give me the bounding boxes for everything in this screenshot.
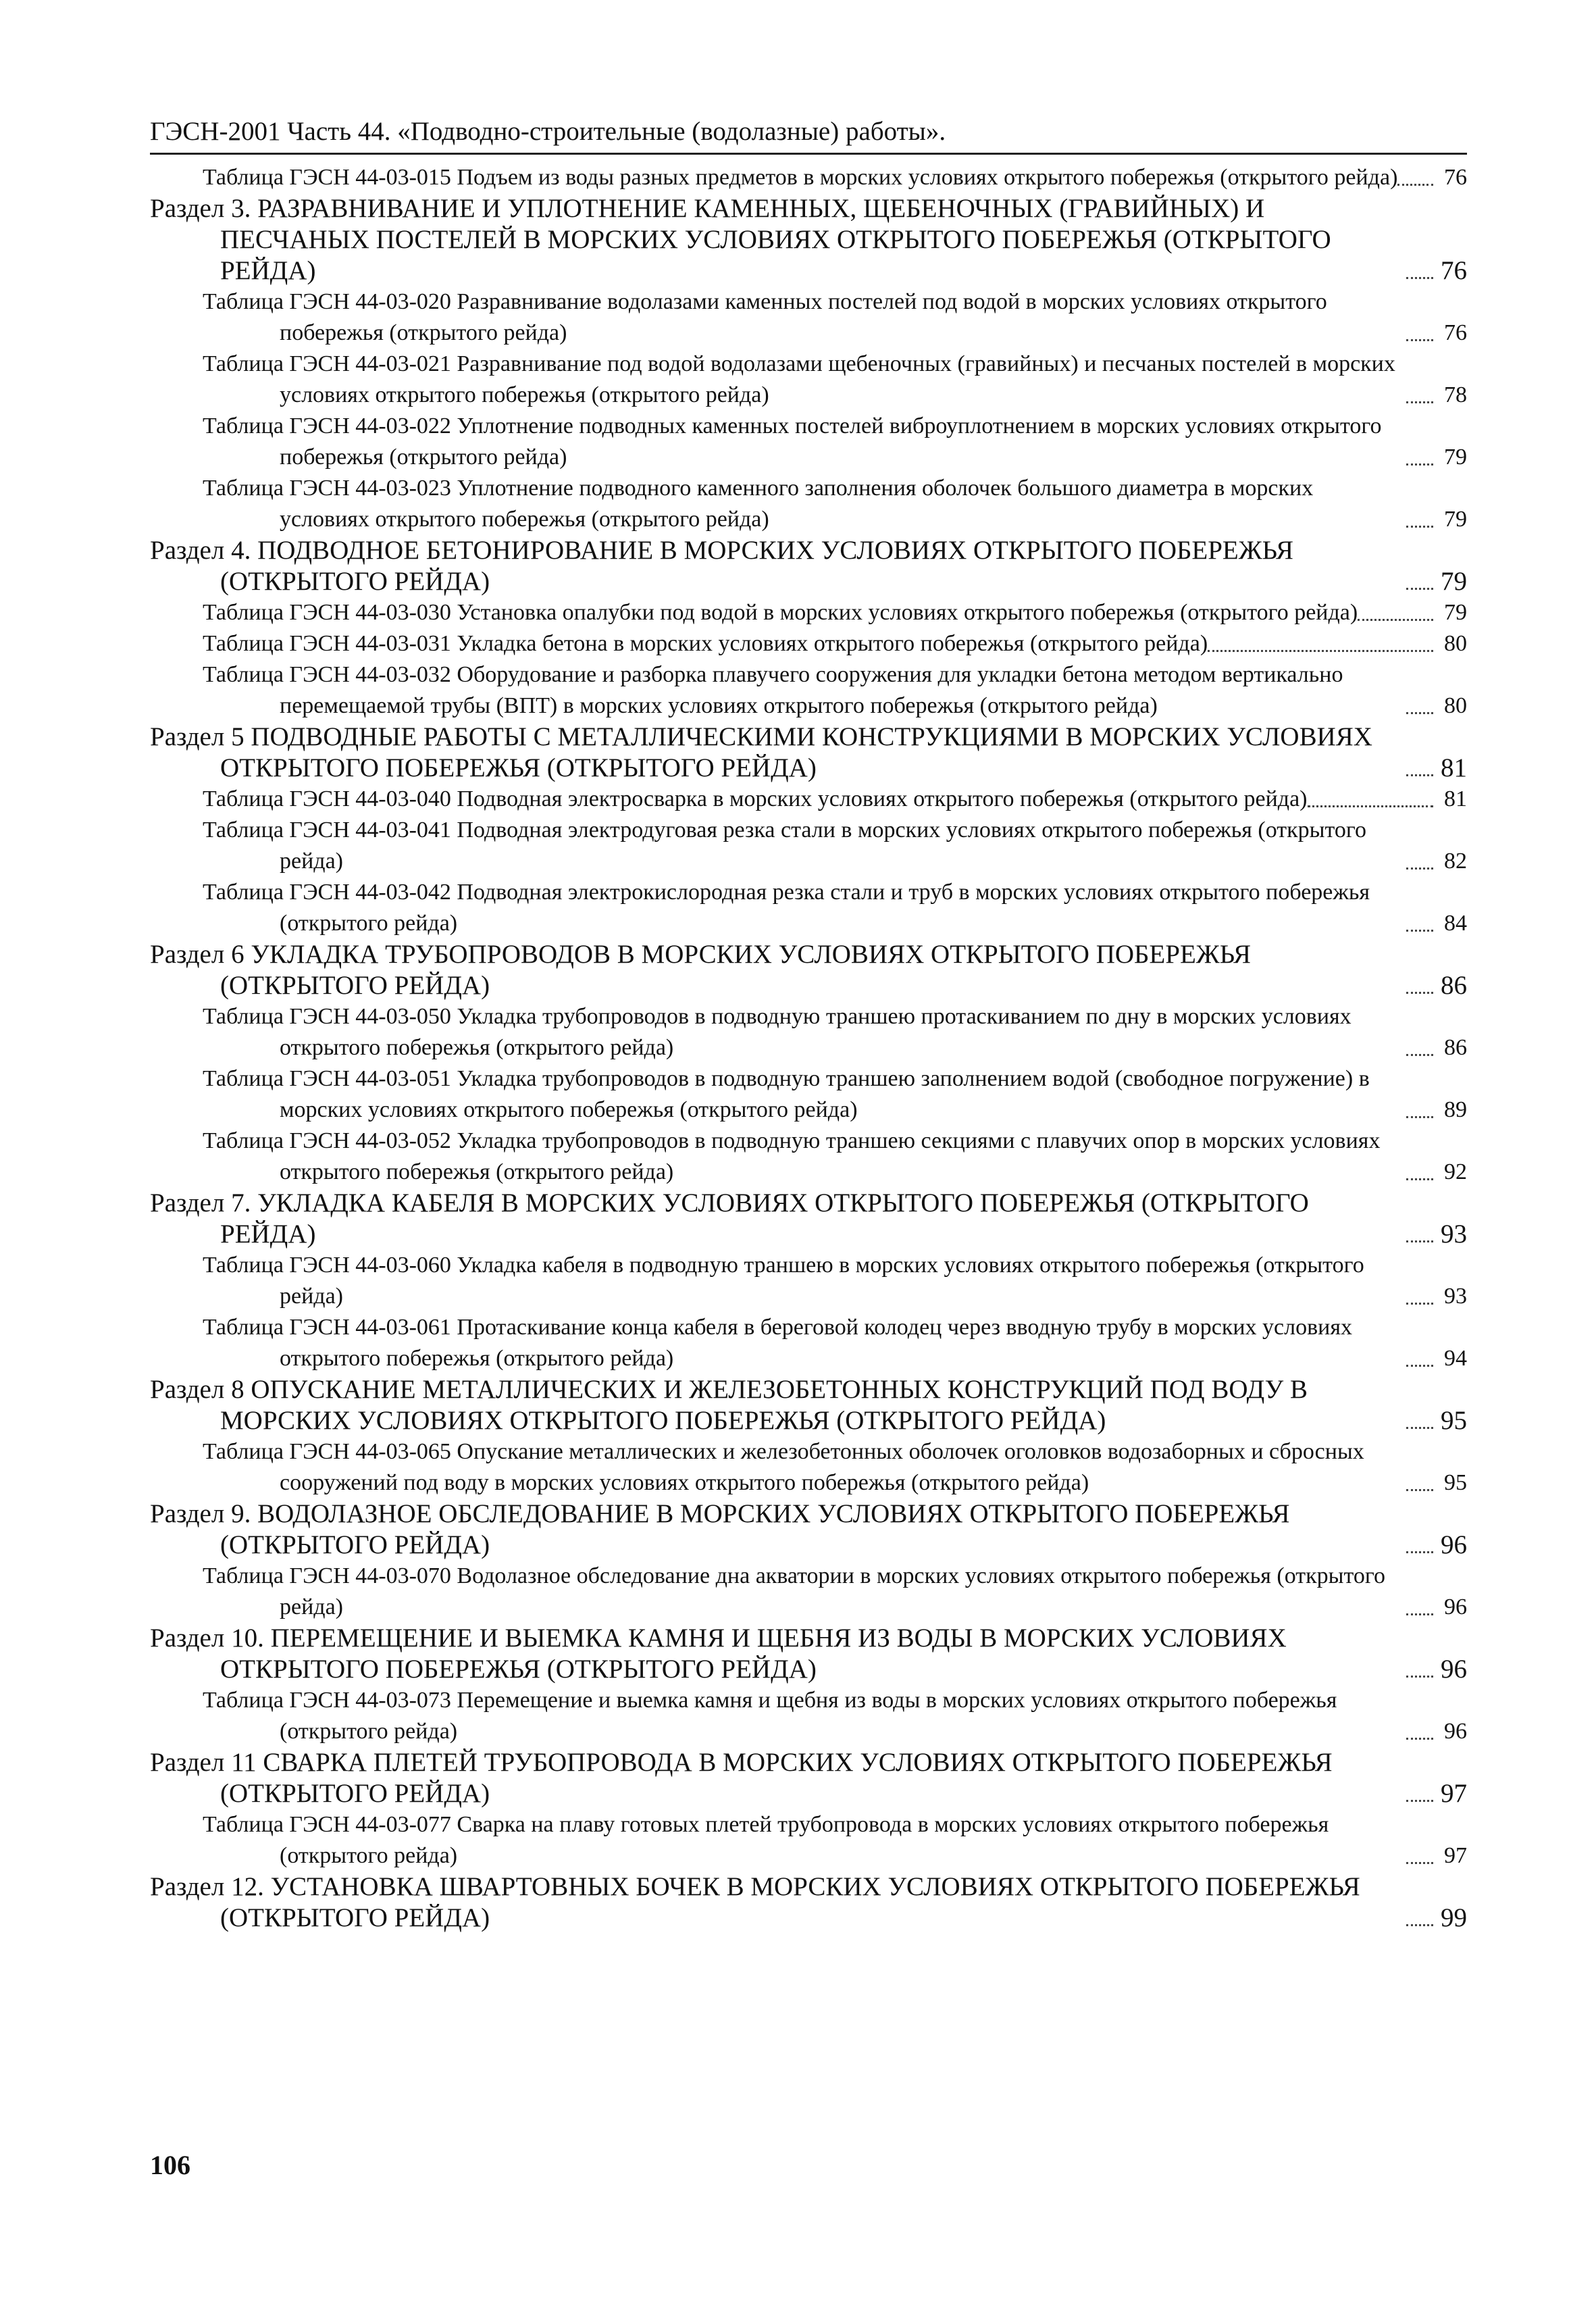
toc-page-number: 94 — [1444, 1346, 1467, 1371]
toc-page-number: 96 — [1441, 1530, 1467, 1559]
toc-page-number: 93 — [1444, 1284, 1467, 1309]
toc-entry-title: Таблица ГЭСН 44-03-065 Опускание металлических и железобетонных оболочек оголовков водозаборных и сбросных сооружений под воду в морских условиях открытого побережья (открытого рейда) — [203, 1439, 1364, 1495]
toc-entry-title: Таблица ГЭСН 44-03-051 Укладка трубопроводов в подводную траншею заполнением водой (свободное погружение) в морских условиях открытого побережья (открытого рейда) — [203, 1066, 1370, 1122]
toc-section-entry — [150, 1623, 1467, 1685]
toc-table-entry — [150, 815, 1467, 877]
dot-leader — [1406, 1303, 1433, 1305]
toc-page-number: 97 — [1441, 1779, 1467, 1808]
toc-entry-title: Таблица ГЭСН 44-03-022 Уплотнение подводных каменных постелей виброуплотнением в морских условиях открытого побережья (открытого рейда) — [203, 413, 1382, 470]
dot-leader — [1406, 1800, 1433, 1802]
toc-page-number: 92 — [1444, 1159, 1467, 1184]
toc-table-entry — [150, 1436, 1467, 1499]
toc-entry-title: Таблица ГЭСН 44-03-023 Уплотнение подводного каменного заполнения оболочек большого диаметра в морских условиях открытого побережья (открытого рейда) — [203, 476, 1314, 532]
toc-entry-title: Таблица ГЭСН 44-03-052 Укладка трубопроводов в подводную траншею секциями с плавучих опор в морских условиях открытого побережья (открытого рейда) — [203, 1128, 1381, 1184]
toc-entry-title: Раздел 11 СВАРКА ПЛЕТЕЙ ТРУБОПРОВОДА В МОРСКИХ УСЛОВИЯХ ОТКРЫТОГО ПОБЕРЕЖЬЯ (ОТКРЫТОГО РЕЙДА) — [150, 1748, 1333, 1808]
dot-leader — [1406, 712, 1433, 714]
dot-leader — [1308, 805, 1433, 807]
toc-entry-title: Таблица ГЭСН 44-03-040 Подводная электросварка в морских условиях открытого побережья (открытого рейда) — [203, 786, 1308, 811]
dot-leader — [1406, 992, 1433, 994]
toc-page-number: 81 — [1444, 786, 1467, 811]
toc-page-number: 81 — [1441, 753, 1467, 782]
toc-table-entry — [150, 473, 1467, 535]
toc-table-entry — [150, 162, 1467, 193]
toc-page-number: 96 — [1444, 1719, 1467, 1744]
toc-page-number: 96 — [1441, 1655, 1467, 1684]
toc-entry-title: Таблица ГЭСН 44-03-077 Сварка на плаву готовых плетей трубопровода в морских условиях открытого побережья (открытого рейда) — [203, 1812, 1329, 1868]
toc-page-number: 79 — [1444, 507, 1467, 532]
toc-entry-title: Таблица ГЭСН 44-03-061 Протаскивание конца кабеля в береговой колодец через вводную трубу в морских условиях открытого побережья (открытого рейда) — [203, 1315, 1352, 1371]
toc-entry-title: Таблица ГЭСН 44-03-015 Подъем из воды разных предметов в морских условиях открытого побережья (открытого рейда) — [203, 165, 1398, 190]
dot-leader — [1406, 1116, 1433, 1118]
toc-entry-title: Таблица ГЭСН 44-03-030 Установка опалубки под водой в морских условиях открытого побережья (открытого рейда) — [203, 600, 1358, 625]
toc-table-entry — [150, 1561, 1467, 1623]
dot-leader — [1406, 277, 1433, 279]
toc-page-number: 76 — [1441, 256, 1467, 285]
toc-section-entry — [150, 722, 1467, 784]
dot-leader — [1406, 774, 1433, 776]
dot-leader — [1406, 1738, 1433, 1740]
toc-page-number: 95 — [1444, 1470, 1467, 1495]
toc-table-entry — [150, 628, 1467, 659]
toc-page-number: 89 — [1444, 1097, 1467, 1122]
toc-page-number: 96 — [1444, 1594, 1467, 1619]
dot-leader — [1406, 1551, 1433, 1553]
dot-leader — [1406, 1240, 1433, 1242]
dot-leader — [1406, 1178, 1433, 1180]
toc-entry-title: Таблица ГЭСН 44-03-041 Подводная электродуговая резка стали в морских условиях открытого побережья (открытого рейда) — [203, 818, 1366, 874]
toc-entry-title: Таблица ГЭСН 44-03-073 Перемещение и выемка камня и щебня из воды в морских условиях открытого побережья (открытого рейда) — [203, 1688, 1337, 1744]
toc-page-number: 93 — [1441, 1219, 1467, 1249]
toc-table-entry — [150, 877, 1467, 939]
table-of-contents — [150, 162, 1467, 1934]
dot-leader — [1406, 1489, 1433, 1491]
toc-page-number: 79 — [1444, 600, 1467, 625]
toc-section-entry — [150, 1188, 1467, 1250]
toc-section-entry — [150, 535, 1467, 597]
toc-table-entry — [150, 1312, 1467, 1374]
toc-entry-title: Раздел 10. ПЕРЕМЕЩЕНИЕ И ВЫЕМКА КАМНЯ И ЩЕБНЯ ИЗ ВОДЫ В МОРСКИХ УСЛОВИЯХ ОТКРЫТОГО ПОБЕРЕЖЬЯ (ОТКРЫТОГО РЕЙДА) — [150, 1624, 1287, 1684]
toc-table-entry — [150, 1063, 1467, 1126]
toc-section-entry — [150, 1747, 1467, 1809]
dot-leader — [1397, 184, 1433, 186]
running-header: ГЭСН-2001 Часть 44. «Подводно-строительные (водолазные) работы». — [150, 116, 1467, 155]
toc-page-number: 80 — [1444, 631, 1467, 656]
dot-leader — [1406, 1427, 1433, 1429]
toc-section-entry — [150, 193, 1467, 286]
toc-table-entry — [150, 1001, 1467, 1063]
toc-entry-title: Таблица ГЭСН 44-03-031 Укладка бетона в морских условиях открытого побережья (открытого рейда) — [203, 631, 1208, 656]
toc-entry-title: Таблица ГЭСН 44-03-020 Разравнивание водолазами каменных постелей под водой в морских условиях открытого побережья (открытого рейда) — [203, 289, 1327, 345]
toc-section-entry — [150, 939, 1467, 1001]
toc-entry-title: Таблица ГЭСН 44-03-042 Подводная электрокислородная резка стали и труб в морских условиях открытого побережья (открытого рейда) — [203, 880, 1370, 936]
toc-entry-title: Таблица ГЭСН 44-03-050 Укладка трубопроводов в подводную траншею протаскиванием по дну в морских условиях открытого побережья (открытого рейда) — [203, 1004, 1352, 1060]
dot-leader — [1358, 619, 1433, 621]
dot-leader — [1406, 1924, 1433, 1926]
toc-page-number: 76 — [1444, 165, 1467, 190]
dot-leader — [1406, 526, 1433, 528]
dot-leader — [1406, 463, 1433, 466]
toc-page-number: 84 — [1444, 911, 1467, 936]
toc-entry-title: Раздел 5 ПОДВОДНЫЕ РАБОТЫ С МЕТАЛЛИЧЕСКИМИ КОНСТРУКЦИЯМИ В МОРСКИХ УСЛОВИЯХ ОТКРЫТОГО ПОБЕРЕЖЬЯ (ОТКРЫТОГО РЕЙДА) — [150, 722, 1372, 782]
toc-table-entry — [150, 411, 1467, 473]
dot-leader — [1406, 401, 1433, 403]
toc-section-entry — [150, 1374, 1467, 1436]
dot-leader — [1406, 930, 1433, 932]
toc-table-entry — [150, 1126, 1467, 1188]
toc-entry-title: Таблица ГЭСН 44-03-060 Укладка кабеля в подводную траншею в морских условиях открытого побережья (открытого рейда) — [203, 1253, 1364, 1309]
toc-table-entry — [150, 1250, 1467, 1312]
dot-leader — [1406, 339, 1433, 341]
toc-page-number: 78 — [1444, 382, 1467, 407]
dot-leader — [1406, 1054, 1433, 1056]
toc-table-entry — [150, 597, 1467, 628]
dot-leader — [1406, 1676, 1433, 1678]
toc-page-number: 97 — [1444, 1843, 1467, 1868]
toc-page-number: 82 — [1444, 849, 1467, 874]
toc-page-number: 80 — [1444, 693, 1467, 718]
dot-leader — [1406, 588, 1433, 590]
page-number: 106 — [150, 2150, 190, 2180]
toc-entry-title: Таблица ГЭСН 44-03-021 Разравнивание под водой водолазами щебеночных (гравийных) и песчаных постелей в морских условиях открытого побережья (открытого рейда) — [203, 351, 1395, 407]
toc-table-entry — [150, 1685, 1467, 1747]
toc-table-entry — [150, 1809, 1467, 1871]
toc-entry-title: Раздел 9. ВОДОЛАЗНОЕ ОБСЛЕДОВАНИЕ В МОРСКИХ УСЛОВИЯХ ОТКРЫТОГО ПОБЕРЕЖЬЯ (ОТКРЫТОГО РЕЙДА) — [150, 1499, 1290, 1559]
toc-entry-title: Раздел 6 УКЛАДКА ТРУБОПРОВОДОВ В МОРСКИХ УСЛОВИЯХ ОТКРЫТОГО ПОБЕРЕЖЬЯ (ОТКРЫТОГО РЕЙДА) — [150, 940, 1252, 1000]
toc-page-number: 76 — [1444, 320, 1467, 345]
toc-table-entry — [150, 784, 1467, 815]
toc-entry-title: Таблица ГЭСН 44-03-070 Водолазное обследование дна акватории в морских условиях открытого побережья (открытого рейда) — [203, 1563, 1385, 1619]
dot-leader — [1406, 1365, 1433, 1367]
toc-table-entry — [150, 286, 1467, 349]
toc-entry-title: Раздел 4. ПОДВОДНОЕ БЕТОНИРОВАНИЕ В МОРСКИХ УСЛОВИЯХ ОТКРЫТОГО ПОБЕРЕЖЬЯ (ОТКРЫТОГО РЕЙДА) — [150, 536, 1294, 596]
dot-leader — [1406, 867, 1433, 870]
toc-entry-title: Таблица ГЭСН 44-03-032 Оборудование и разборка плавучего сооружения для укладки бетона методом вертикально перемещаемой трубы (ВПТ) в морских условиях открытого побережья (открытого рейда) — [203, 662, 1343, 718]
toc-entry-title: Раздел 8 ОПУСКАНИЕ МЕТАЛЛИЧЕСКИХ И ЖЕЛЕЗОБЕТОННЫХ КОНСТРУКЦИЙ ПОД ВОДУ В МОРСКИХ УСЛОВИЯХ ОТКРЫТОГО ПОБЕРЕЖЬЯ (ОТКРЫТОГО РЕЙДА) — [150, 1375, 1308, 1435]
toc-section-entry — [150, 1499, 1467, 1561]
toc-entry-title: Раздел 3. РАЗРАВНИВАНИЕ И УПЛОТНЕНИЕ КАМЕННЫХ, ЩЕБЕНОЧНЫХ (ГРАВИЙНЫХ) И ПЕСЧАНЫХ ПОСТЕЛЕЙ В МОРСКИХ УСЛОВИЯХ ОТКРЫТОГО ПОБЕРЕЖЬЯ (ОТКРЫТОГО РЕЙДА) — [150, 194, 1331, 285]
toc-section-entry — [150, 1871, 1467, 1934]
toc-page-number: 95 — [1441, 1406, 1467, 1435]
toc-page-number: 99 — [1441, 1903, 1467, 1932]
toc-entry-title: Раздел 12. УСТАНОВКА ШВАРТОВНЫХ БОЧЕК В МОРСКИХ УСЛОВИЯХ ОТКРЫТОГО ПОБЕРЕЖЬЯ (ОТКРЫТОГО РЕЙДА) — [150, 1872, 1360, 1932]
toc-page-number: 79 — [1441, 567, 1467, 596]
toc-page-number: 86 — [1444, 1035, 1467, 1060]
toc-page-number: 79 — [1444, 445, 1467, 470]
dot-leader — [1208, 650, 1433, 652]
toc-page-number: 86 — [1441, 971, 1467, 1000]
toc-table-entry — [150, 659, 1467, 722]
dot-leader — [1406, 1613, 1433, 1615]
dot-leader — [1406, 1862, 1433, 1864]
toc-table-entry — [150, 349, 1467, 411]
toc-entry-title: Раздел 7. УКЛАДКА КАБЕЛЯ В МОРСКИХ УСЛОВИЯХ ОТКРЫТОГО ПОБЕРЕЖЬЯ (ОТКРЫТОГО РЕЙДА) — [150, 1188, 1309, 1249]
